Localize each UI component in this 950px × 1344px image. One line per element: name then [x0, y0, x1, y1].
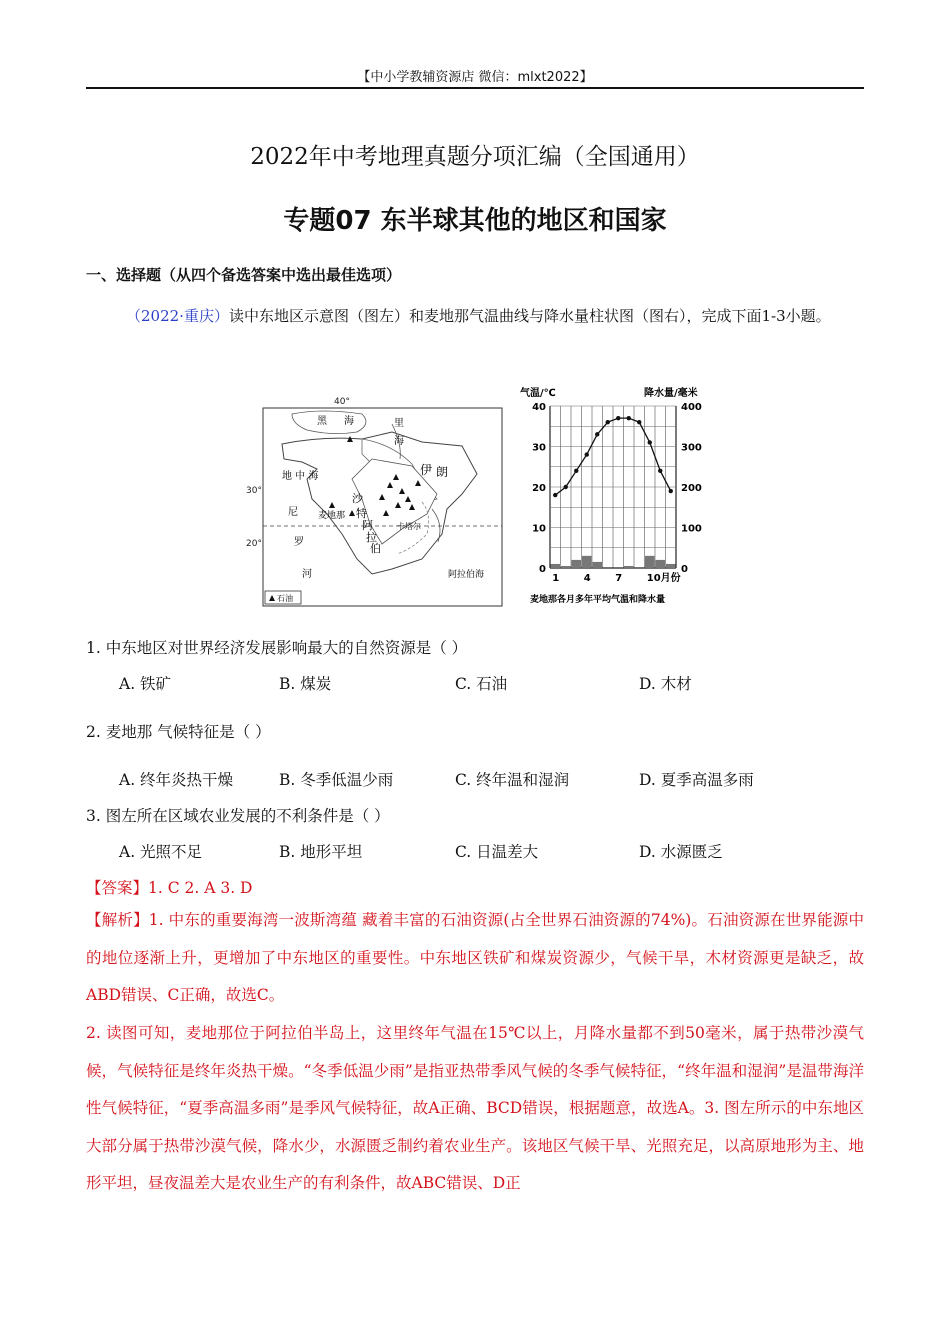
q2-option-d[interactable]: D. 夏季高温多雨: [639, 771, 754, 789]
temperature-point: [616, 416, 620, 420]
precip-bar: [551, 564, 561, 568]
climate-chart: [520, 386, 702, 605]
precip-bar: [645, 556, 655, 568]
precip-tick-label: 100: [681, 523, 702, 535]
temp-tick-label: 20: [532, 483, 546, 494]
topic-title: 专题07 东半球其他的地区和国家: [283, 206, 667, 236]
precip-bar: [593, 562, 603, 568]
explanation-2: 2. 读图可知，麦地那位于阿拉伯半岛上，这里终年气温在15℃以上，月降水量都不到50毫米，属于热带沙漠气候，气候特征是终年炎热干燥。“冬季低温少雨”是指亚热带季风气候的冬季气候特征，“终年温和湿润”是温带海洋性气候特征，“夏季高温多雨”是季风气候特征，故A正确、BCD错误，根据题意，故选A。3. 图左所示的中东地区大部分属于热带沙漠气候，降水少，水源匮乏制约着农业生产。该地区气候干旱、光照充足，以高原地形为主、地形平坦，昼夜温差大是农业生产的有利条件，故ABC错误、D正: [86, 1024, 864, 1192]
arabian-sea-label: 阿拉伯海: [448, 570, 485, 580]
q2-option-a[interactable]: A. 终年炎热干燥: [119, 771, 234, 789]
precip-tick-label: 0: [681, 564, 688, 575]
q3-option-d[interactable]: D. 水源匮乏: [639, 843, 723, 861]
iran-label-1: 伊: [420, 463, 433, 477]
header-rule: [86, 87, 864, 89]
temperature-point: [564, 485, 568, 489]
iran-label-2: 朗: [436, 465, 449, 479]
temperature-point: [648, 440, 652, 444]
temperature-point: [606, 420, 610, 424]
med-label: 地 中 海: [282, 471, 319, 482]
saudi-label-4: 拉: [366, 531, 377, 544]
chart-title: 麦地那各月多年平均气温和降水量: [530, 595, 666, 605]
temperature-point: [595, 432, 599, 436]
month-tick-label: 4: [583, 573, 591, 584]
saudi-label-3: 阿: [362, 519, 373, 532]
precip-axis-label: 降水量/毫米: [644, 388, 698, 399]
qatar-label: 卡塔尔: [397, 522, 421, 531]
explanation-1: 【解析】1. 中东的重要海湾一波斯湾蕴 藏着丰富的石油资源(占全世界石油资源的74%)。石油资源在世界能源中的地位逐渐上升，更增加了中东地区的重要性。中东地区铁矿和煤炭资源少，气候干旱，木材资源更是缺乏，故ABD错误、C正确，故选C。: [86, 911, 864, 1004]
month-tick-label: 1: [552, 573, 560, 584]
precip-bar: [561, 566, 571, 568]
temperature-point: [574, 469, 578, 473]
q1-option-a[interactable]: A. 铁矿: [119, 675, 172, 693]
question-1: 1. 中东地区对世界经济发展影响最大的自然资源是（ ）: [86, 639, 468, 657]
nile-label-3: 河: [302, 569, 312, 580]
precip-bar: [572, 560, 582, 568]
q3-option-c[interactable]: C. 日温差大: [455, 843, 539, 861]
caspian-label-1: 里: [394, 418, 404, 429]
question-intro: [86, 298, 864, 335]
temperature-point: [585, 452, 589, 456]
question-source: （2022·重庆）: [126, 307, 229, 325]
legend-oil: 石油: [277, 594, 293, 603]
lat-30: 30°: [246, 486, 262, 496]
temperature-point: [637, 420, 641, 424]
q2-option-b[interactable]: B. 冬季低温少雨: [279, 771, 394, 789]
month-tick-label: 10月份: [646, 573, 681, 584]
precip-bar: [624, 566, 634, 568]
q1-option-c[interactable]: C. 石油: [455, 675, 508, 693]
intro-text: 读中东地区示意图（图左）和麦地那气温曲线与降水量柱状图（图右），完成下面1-3小题。: [228, 307, 831, 325]
section-heading: 一、选择题（从四个备选答案中选出最佳选项）: [86, 266, 402, 284]
answer-line: 【答案】1. C 2. A 3. D: [86, 879, 253, 897]
page-title: 2022年中考地理真题分项汇编（全国通用）: [250, 144, 700, 170]
page-header: 【中小学教辅资源店 微信：mlxt2022】: [357, 70, 593, 85]
temp-tick-label: 40: [532, 402, 546, 413]
q3-option-a[interactable]: A. 光照不足: [119, 843, 203, 861]
precip-tick-label: 200: [681, 483, 702, 494]
nile-label-1: 尼: [288, 507, 298, 518]
lat-20: 20°: [246, 539, 262, 549]
precip-tick-label: 400: [681, 402, 702, 413]
temp-tick-label: 0: [539, 564, 546, 575]
temperature-point: [553, 493, 557, 497]
nile-label-2: 罗: [294, 537, 304, 548]
q1-option-b[interactable]: B. 煤炭: [279, 675, 332, 693]
question-2: 2. 麦地那 气候特征是（ ）: [86, 723, 271, 741]
temperature-point: [658, 469, 662, 473]
medina-label: 麦地那: [318, 511, 346, 521]
precip-bar: [656, 560, 666, 568]
precip-bar: [582, 556, 592, 568]
black-sea-label-1: 黑: [317, 416, 327, 427]
black-sea-label-2: 海: [344, 416, 354, 427]
temp-tick-label: 10: [532, 523, 546, 535]
saudi-label-1: 沙: [352, 492, 363, 505]
saudi-label-2: 特: [356, 507, 367, 520]
q2-option-c[interactable]: C. 终年温和湿润: [455, 771, 570, 789]
q1-option-d[interactable]: D. 木材: [639, 675, 692, 693]
q3-option-b[interactable]: B. 地形平坦: [279, 843, 363, 861]
caspian-label-2: 海: [394, 436, 404, 447]
precip-bar: [666, 564, 676, 568]
question-3: 3. 图左所在区域农业发展的不利条件是（ ）: [86, 807, 390, 825]
saudi-label-5: 伯: [370, 542, 381, 555]
temp-axis-label: 气温/℃: [520, 388, 556, 399]
lat-40: 40°: [334, 397, 350, 407]
temperature-point: [627, 416, 631, 420]
figure: [246, 384, 714, 610]
month-tick-label: 7: [615, 573, 623, 584]
middle-east-map: [246, 397, 502, 606]
temperature-point: [669, 489, 673, 493]
temp-tick-label: 30: [532, 442, 546, 454]
precip-tick-label: 300: [681, 442, 702, 454]
